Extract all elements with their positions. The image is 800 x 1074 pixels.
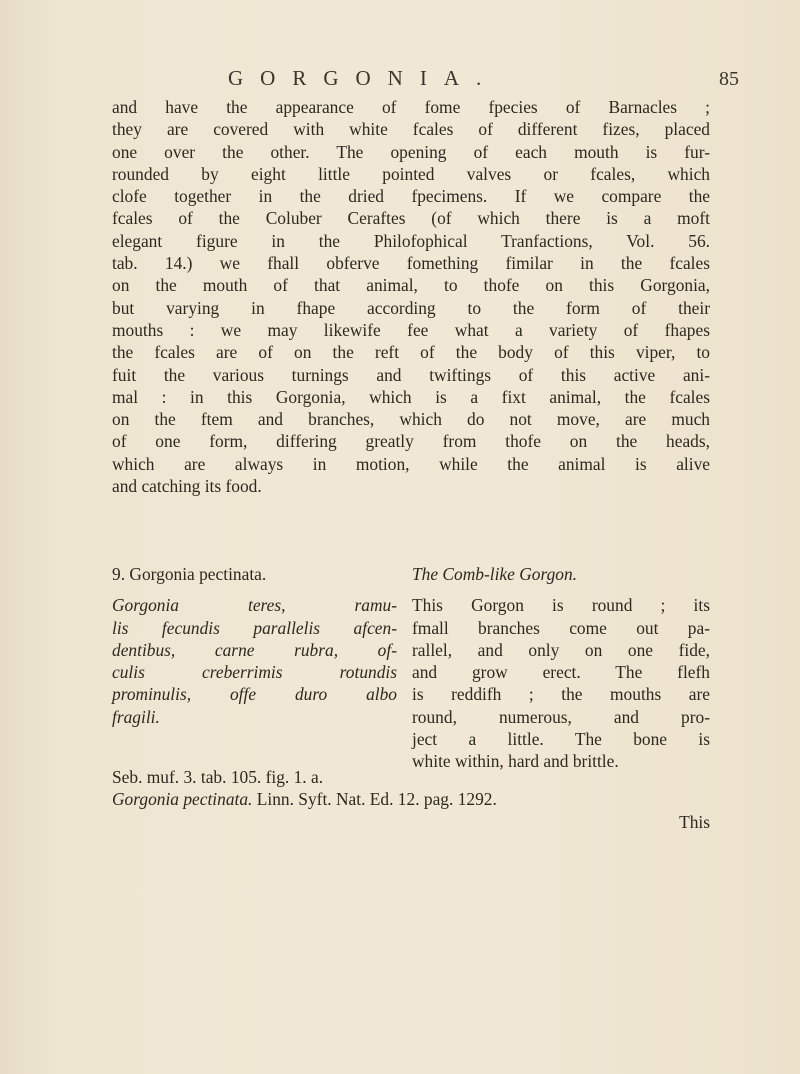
english-column: [412, 563, 710, 773]
english-line: rallel, and only on one fide,: [412, 639, 710, 660]
paragraph-line: tab. 14.) we fhall obferve fomething fimilar in the fcales: [112, 253, 710, 274]
running-title: GORGONIA.: [228, 66, 499, 90]
seba-reference: Seb. muf. 3. tab. 105. fig. 1. a.: [112, 767, 324, 787]
paragraph-line: elegant figure in the Philofophical Tranfactions, Vol. 56.: [112, 230, 710, 251]
paragraph-line: which are always in motion, while the animal is alive: [112, 453, 710, 474]
latin-line: fragili.: [112, 706, 160, 727]
english-line: This Gorgon is round ; its: [412, 595, 710, 616]
english-line: white within, hard and brittle.: [412, 751, 619, 772]
latin-line: Gorgonia teres, ramu-: [112, 595, 397, 616]
paragraph-line: on the mouth of that animal, to thofe on this Gorgonia,: [112, 275, 710, 296]
english-line: is reddifh ; the mouths are: [412, 684, 710, 705]
paragraph-line: they are covered with white fcales of different fizes, placed: [112, 119, 710, 140]
english-line: and grow erect. The flefh: [412, 662, 710, 683]
paragraph-line: but varying in fhape according to the form of their: [112, 297, 710, 318]
english-line: fmall branches come out pa-: [412, 617, 710, 638]
english-line: ject a little. The bone is: [412, 729, 710, 750]
paragraph-line: mal : in this Gorgonia, which is a fixt animal, the fcales: [112, 386, 710, 407]
main-paragraph: [112, 96, 710, 497]
paragraph-line: and catching its food.: [112, 476, 262, 497]
latin-line: culis creberrimis rotundis: [112, 662, 397, 683]
paragraph-line: mouths : we may likewife fee what a variety of fhapes: [112, 319, 710, 340]
english-title: The Comb-like Gorgon.: [412, 564, 578, 584]
linnaeus-reference: [112, 788, 710, 810]
paragraph-line: rounded by eight little pointed valves or fcales, which: [112, 163, 710, 184]
paragraph-line: clofe together in the dried fpecimens. If we compare the: [112, 186, 710, 207]
paragraph-line: and have the appearance of fome fpecies of Barnacles ;: [112, 97, 710, 117]
latin-line: lis fecundis parallelis afcen-: [112, 617, 397, 638]
latin-line: prominulis, offe duro albo: [112, 684, 397, 705]
paragraph-line: on the ftem and branches, which do not move, are much: [112, 409, 710, 430]
paragraph-line: one over the other. The opening of each mouth is fur-: [112, 141, 710, 162]
paragraph-line: of one form, differing greatly from thofe on the heads,: [112, 431, 710, 452]
paragraph-line: fcales of the Coluber Ceraftes (of which there is a moft: [112, 208, 710, 229]
latin-line: dentibus, carne rubra, of-: [112, 639, 397, 660]
english-line: round, numerous, and pro-: [412, 706, 710, 727]
references: [112, 766, 710, 833]
paragraph-line: fuit the various turnings and twiftings of this active ani-: [112, 364, 710, 385]
latin-column: [112, 563, 397, 728]
linnaeus-citation: Linn. Syft. Nat. Ed. 12. pag. 1292.: [252, 789, 497, 810]
linnaeus-species-name: Gorgonia pectinata.: [112, 789, 253, 810]
catchword: This: [679, 811, 710, 832]
page-number: 85: [719, 68, 739, 90]
paragraph-line: the fcales are of on the reft of the body of this viper, to: [112, 342, 710, 363]
section-number-title: 9. Gorgonia pectinata.: [112, 564, 267, 584]
